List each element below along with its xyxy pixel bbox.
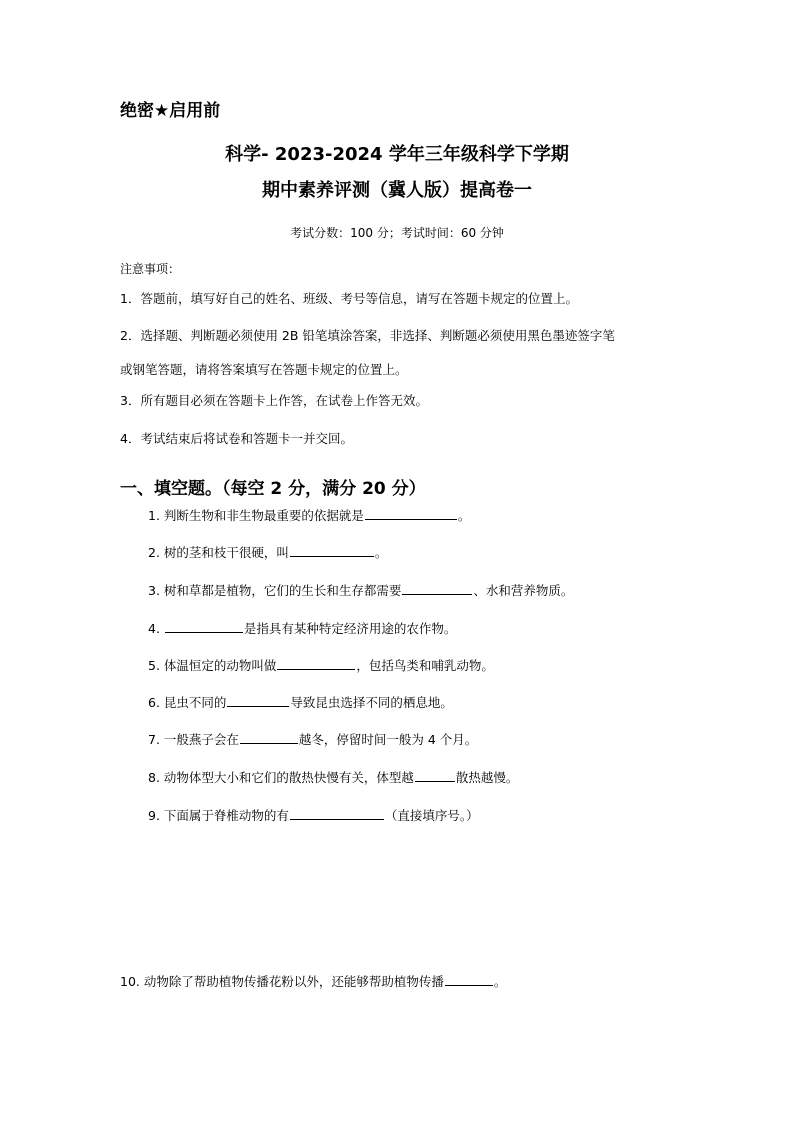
question-text: 3. 树和草都是植物，它们的生长和生存都需要: [148, 583, 402, 598]
question-1: [148, 506, 470, 524]
question-text-end: 散热越慢。: [455, 770, 519, 785]
question-text: 1. 判断生物和非生物最重要的依据就是: [148, 508, 364, 523]
answer-blank[interactable]: [415, 769, 455, 782]
answer-blank[interactable]: [290, 807, 384, 820]
answer-blank[interactable]: [240, 731, 298, 744]
question-text-end: 、水和营养物质。: [473, 583, 574, 598]
question-text-end: 导致昆虫选择不同的栖息地。: [290, 695, 453, 710]
notice-item-2-continued: 或钢笔答题，请将答案填写在答题卡规定的位置上。: [120, 362, 408, 377]
question-text-end: 。: [493, 974, 507, 989]
answer-blank[interactable]: [365, 507, 457, 520]
question-4: [148, 619, 456, 637]
question-9: [148, 806, 479, 824]
confidential-label: 绝密★启用前: [120, 101, 221, 121]
question-3: [148, 581, 573, 599]
notice-label: 注意事项：: [120, 262, 181, 276]
answer-blank[interactable]: [445, 973, 493, 986]
question-text: 8. 动物体型大小和它们的散热快慢有关，体型越: [148, 770, 414, 785]
question-text: 4.: [148, 621, 164, 636]
answer-blank[interactable]: [227, 694, 289, 707]
question-6: [148, 693, 453, 711]
question-text: 9. 下面属于脊椎动物的有: [148, 808, 289, 823]
question-7: [148, 730, 477, 748]
exam-meta: 考试分数：100 分；考试时间：60 分钟: [290, 226, 504, 240]
question-text-end: （直接填序号。）: [384, 808, 479, 823]
question-text-end: 。: [457, 508, 471, 523]
question-2: [148, 543, 387, 561]
question-text: 6. 昆虫不同的: [148, 695, 227, 710]
question-text: 2. 树的茎和枝干很硬，叫: [148, 545, 289, 560]
question-8: [148, 768, 518, 786]
exam-title-line-2: 期中素养评测（冀人版）提高卷一: [262, 180, 532, 201]
notice-item-2: 2．选择题、判断题必须使用 2B 铅笔填涂答案，非选择、判断题必须使用黑色墨迹签字笔: [120, 328, 615, 343]
question-text-end: 越冬，停留时间一般为 4 个月。: [298, 732, 478, 747]
answer-blank[interactable]: [290, 544, 374, 557]
question-text: 5. 体温恒定的动物叫做: [148, 658, 277, 673]
answer-blank[interactable]: [402, 582, 472, 595]
question-text: 7. 一般燕子会在: [148, 732, 239, 747]
question-text: 10. 动物除了帮助植物传播花粉以外，还能够帮助植物传播: [120, 974, 444, 989]
question-10: [120, 972, 506, 990]
notice-item-4: 4．考试结束后将试卷和答题卡一并交回。: [120, 431, 353, 446]
section-heading: 一、填空题。（每空 2 分，满分 20 分）: [120, 479, 426, 499]
notice-item-3: 3．所有题目必须在答题卡上作答，在试卷上作答无效。: [120, 393, 428, 408]
answer-blank[interactable]: [277, 657, 355, 670]
question-text-end: 是指具有某种特定经济用途的农作物。: [243, 621, 457, 636]
question-text-end: 。: [374, 545, 388, 560]
exam-title-line-1: 科学- 2023-2024 学年三年级科学下学期: [225, 144, 569, 165]
notice-item-1: 1．答题前，填写好自己的姓名、班级、考号等信息，请写在答题卡规定的位置上。: [120, 291, 578, 306]
answer-blank[interactable]: [165, 620, 243, 633]
question-5: [148, 656, 494, 674]
question-text-end: ，包括鸟类和哺乳动物。: [356, 658, 494, 673]
